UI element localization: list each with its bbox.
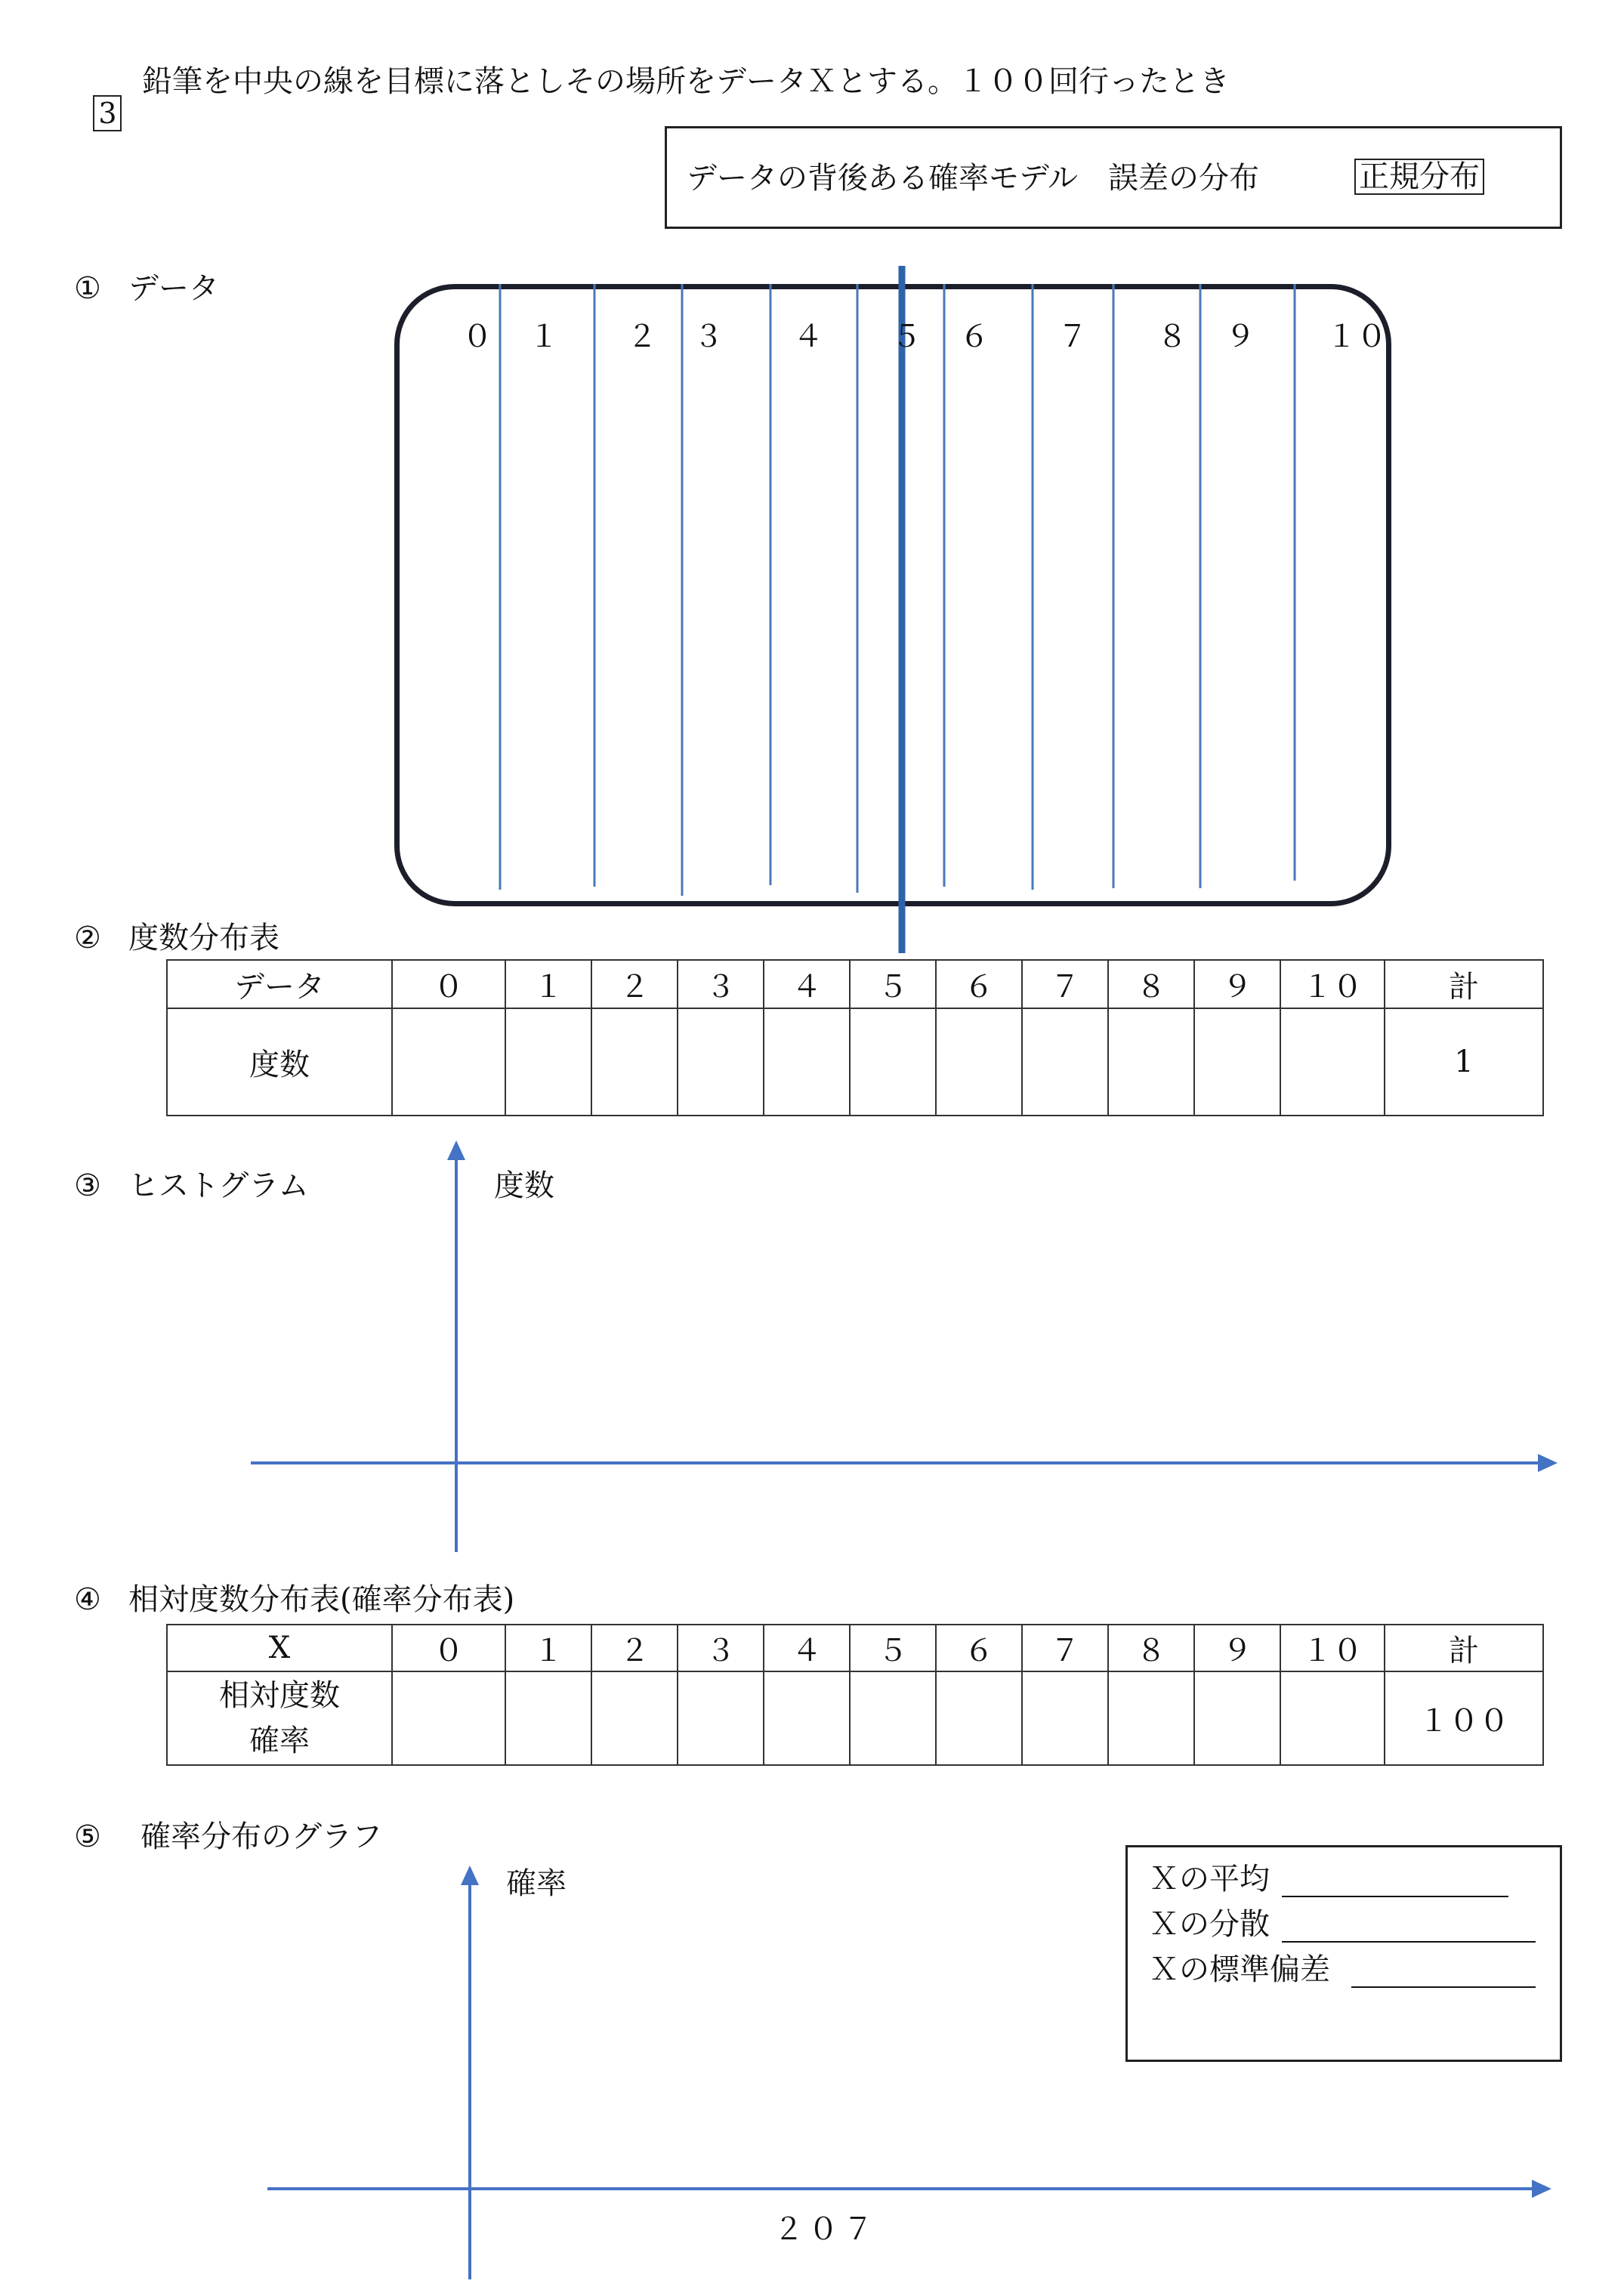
row-label-probability: 確率 xyxy=(249,1724,310,1758)
table-header-cell: ５ xyxy=(850,960,936,1008)
stage-label: ２ xyxy=(627,319,657,354)
table-cell xyxy=(1194,1671,1280,1765)
table-header-cell: ０ xyxy=(392,1625,505,1671)
section5-marker: ⑤ xyxy=(74,1819,101,1854)
stage-label: １ xyxy=(529,319,559,354)
table-header-cell: 計 xyxy=(1385,1625,1543,1671)
sd-label: Ｘの標準偏差 xyxy=(1149,1952,1330,1987)
table-header-cell: １ xyxy=(505,1625,591,1671)
table-header-cell: ８ xyxy=(1108,1625,1194,1671)
table-header-cell: ３ xyxy=(678,960,764,1008)
table-cell xyxy=(936,1008,1022,1116)
table-header-cell: ２ xyxy=(591,960,678,1008)
x-axis-arrow-icon xyxy=(1532,2180,1551,2198)
relative-frequency-table xyxy=(166,1624,1544,1766)
table-row-label xyxy=(167,1671,392,1765)
probability-y-label: 確率 xyxy=(506,1866,567,1901)
section5-title: 確率分布のグラフ xyxy=(140,1819,382,1854)
table-header-cell: ７ xyxy=(1022,1625,1108,1671)
mean-label: Ｘの平均 xyxy=(1149,1862,1270,1896)
table-cell xyxy=(505,1008,591,1116)
table-cell xyxy=(591,1671,678,1765)
histogram-axes xyxy=(0,1125,1624,1563)
relative-table-header xyxy=(167,1625,1543,1671)
row-label-relative-frequency: 相対度数 xyxy=(219,1678,340,1713)
section1-title: データ xyxy=(128,271,219,306)
table-header-cell: ０ xyxy=(392,960,505,1008)
table-cell xyxy=(392,1671,505,1765)
y-axis-arrow-icon xyxy=(461,1866,479,1885)
section2-title: 度数分布表 xyxy=(128,921,279,955)
page-number: ２０７ xyxy=(773,2212,878,2247)
table-total-cell: 1 xyxy=(1385,1008,1543,1116)
table-cell xyxy=(392,1008,505,1116)
table-cell xyxy=(1022,1008,1108,1116)
section1-marker: ① xyxy=(74,271,101,306)
model-label: データの背後ある確率モデル 誤差の分布 xyxy=(687,161,1259,196)
table-header-cell: X xyxy=(167,1625,392,1671)
table-header-cell: ４ xyxy=(764,960,850,1008)
statistics-summary-box xyxy=(1125,1845,1562,2062)
table-cell xyxy=(850,1671,936,1765)
table-row-label: 度数 xyxy=(167,1008,392,1116)
table-cell xyxy=(764,1671,850,1765)
y-axis-arrow-icon xyxy=(447,1140,465,1160)
model-value: 正規分布 xyxy=(1354,159,1484,195)
stage-label: ９ xyxy=(1225,319,1255,354)
histogram-y-label: 度数 xyxy=(494,1168,554,1203)
stage-label: ５ xyxy=(891,319,922,354)
relative-table-row xyxy=(167,1671,1543,1765)
x-axis-arrow-icon xyxy=(1538,1454,1558,1472)
table-header-cell: ２ xyxy=(591,1625,678,1671)
table-header-cell: １ xyxy=(505,960,591,1008)
table-cell xyxy=(764,1008,850,1116)
problem-number: 3 xyxy=(93,95,122,131)
frequency-table-row xyxy=(167,1008,1543,1116)
table-cell xyxy=(1022,1671,1108,1765)
table-header-cell: ６ xyxy=(936,960,1022,1008)
stage-label: ８ xyxy=(1157,319,1187,354)
section3-marker: ③ xyxy=(74,1168,101,1203)
table-header-cell: ５ xyxy=(850,1625,936,1671)
table-cell xyxy=(678,1008,764,1116)
table-cell xyxy=(1194,1008,1280,1116)
stage-label: ３ xyxy=(693,319,724,354)
table-header-cell: ６ xyxy=(936,1625,1022,1671)
table-cell xyxy=(591,1008,678,1116)
table-cell xyxy=(1280,1671,1385,1765)
mean-answer-line xyxy=(1282,1866,1508,1897)
section3-title: ヒストグラム xyxy=(128,1168,309,1203)
table-header-cell: ４ xyxy=(764,1625,850,1671)
table-total-cell: １００ xyxy=(1385,1671,1543,1765)
drop-area-lines xyxy=(0,0,1624,967)
problem-text: 鉛筆を中央の線を目標に落としその場所をデータＸとする。１００回行ったとき xyxy=(142,64,1230,99)
table-cell xyxy=(1108,1008,1194,1116)
stage-label: １０ xyxy=(1326,319,1387,354)
frequency-table xyxy=(166,959,1544,1116)
table-header-cell: １０ xyxy=(1280,1625,1385,1671)
section4-title: 相対度数分布表(確率分布表) xyxy=(128,1582,515,1617)
table-cell xyxy=(505,1671,591,1765)
table-header-cell: 計 xyxy=(1385,960,1543,1008)
stage-label: ６ xyxy=(959,319,990,354)
stage-label: ７ xyxy=(1057,319,1088,354)
table-header-cell: データ xyxy=(167,960,392,1008)
table-header-cell: ９ xyxy=(1194,960,1280,1008)
table-header-cell: ７ xyxy=(1022,960,1108,1008)
table-cell xyxy=(936,1671,1022,1765)
table-header-cell: ８ xyxy=(1108,960,1194,1008)
table-cell xyxy=(678,1671,764,1765)
table-cell xyxy=(850,1008,936,1116)
stage-label: ４ xyxy=(793,319,823,354)
table-cell xyxy=(1108,1671,1194,1765)
frequency-table-header xyxy=(167,960,1543,1008)
sd-answer-line xyxy=(1351,1956,1536,1988)
table-cell xyxy=(1280,1008,1385,1116)
table-header-cell: ９ xyxy=(1194,1625,1280,1671)
stage-label: ０ xyxy=(462,319,492,354)
table-header-cell: ３ xyxy=(678,1625,764,1671)
table-header-cell: １０ xyxy=(1280,960,1385,1008)
section2-marker: ② xyxy=(74,921,101,955)
variance-answer-line xyxy=(1282,1911,1536,1943)
section4-marker: ④ xyxy=(74,1582,101,1617)
variance-label: Ｘの分散 xyxy=(1149,1907,1270,1942)
